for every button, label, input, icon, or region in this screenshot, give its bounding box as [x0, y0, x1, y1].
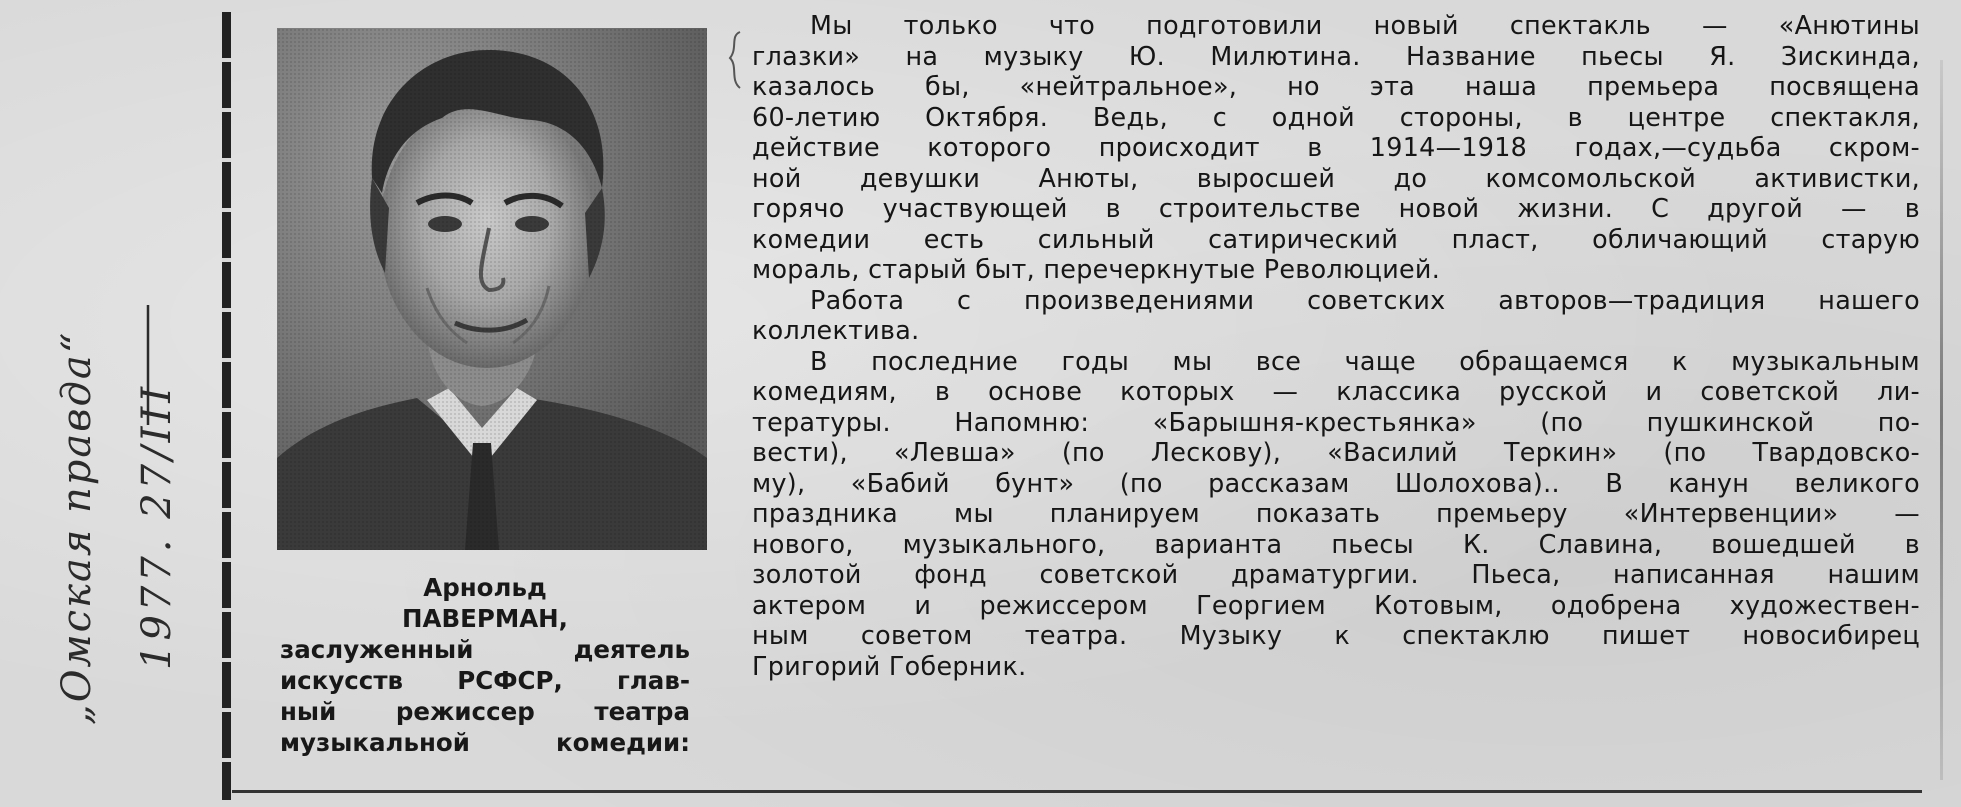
article-line: горячо участвующей в строительстве новой жизни. С другой — в: [752, 193, 1920, 223]
article-line: казалось бы, «нейтральное», но эта наша премьера посвящена: [752, 71, 1920, 101]
article-line: В последние годы мы все чаще обращаемся к музыкальным: [810, 345, 1920, 376]
clipping-left-border: [222, 12, 231, 800]
caption-line: ПАВЕРМАН,: [402, 604, 568, 633]
article-line: действие которого происходит в 1914—1918 годах,—судьба скром-: [752, 132, 1920, 162]
article-text: [752, 10, 1920, 681]
clipping-bottom-border: [232, 790, 1922, 793]
caption-line: заслуженный деятель: [280, 635, 690, 664]
caption-line: Арнольд: [423, 573, 547, 602]
article-line: золотой фонд советской драматургии. Пьеса, написанная нашим: [752, 559, 1920, 589]
article-line: актером и режиссером Георгием Котовым, одобрена художествен-: [752, 589, 1920, 620]
article-line: ной девушки Анюты, выросшей до комсомольской активистки,: [752, 162, 1920, 193]
caption-line: искусств РСФСР, глав-: [280, 666, 690, 695]
article-line: мораль, старый быт, перечеркнутые Революцией.: [752, 254, 1441, 284]
article-line: вести), «Левша» (по Лескову), «Василий Теркин» (по Твардовско-: [752, 437, 1920, 467]
portrait-photo: [277, 28, 707, 550]
article-line: 60-летию Октября. Ведь, с одной стороны, в центре спектакля,: [752, 101, 1920, 132]
handwritten-line-2: 1977. 27/III: [134, 382, 180, 670]
article-line: Мы только что подготовили новый спектакль — «Анютины: [810, 10, 1920, 40]
caption-line: музыкальной комедии:: [280, 728, 690, 757]
article-line: ным советом театра. Музыку к спектаклю пишет новосибирец: [752, 620, 1920, 650]
article-line: глазки» на музыку Ю. Милютина. Название пьесы Я. Зискинда,: [752, 40, 1920, 71]
article-line: комедии есть сильный сатирический пласт, обличающий старую: [752, 223, 1920, 254]
article-line: праздника мы планируем показать премьеру «Интервенции» —: [752, 498, 1920, 528]
margin-brace-mark: [724, 30, 746, 90]
article-line: тературы. Напомню: «Барышня-крестьянка» (по пушкинской по-: [752, 406, 1920, 437]
article-line: комедиям, в основе которых — классика русской и советской ли-: [752, 376, 1920, 406]
article-line: му), «Бабий бунт» (по рассказам Шолохова).. В канун великого: [752, 467, 1920, 498]
clipping-right-edge: [1940, 60, 1943, 780]
article-line: Работа с произведениями советских авторов—традиция нашего: [810, 284, 1920, 315]
caption-line: ный режиссер театра: [280, 697, 690, 726]
handwritten-annotation: [20, 125, 220, 745]
article-line: нового, музыкального, варианта пьесы К. Славина, вошедшей в: [752, 528, 1920, 559]
handwritten-line-1: „Омская правда“: [54, 330, 100, 725]
article-line: Григорий Гоберник.: [752, 650, 1027, 681]
article-line: коллектива.: [752, 315, 920, 345]
photo-caption: [280, 572, 690, 758]
